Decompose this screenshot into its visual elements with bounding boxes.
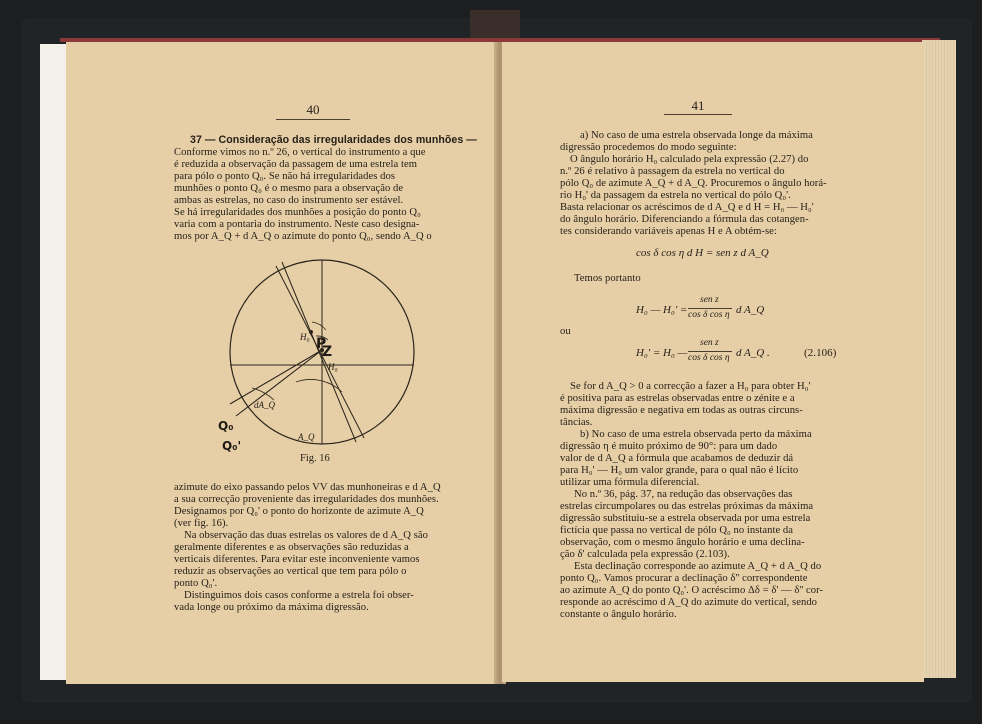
eq3-tail: d A_Q . xyxy=(736,347,770,359)
text-line: digressão substituiu-se a estrela observada por uma estrela xyxy=(560,513,811,524)
label-p: P xyxy=(316,336,327,352)
text-line: n.º 26 é relativo à passagem da estrela no vertical do xyxy=(560,166,785,177)
text-line: Distinguimos dois casos conforme a estrela foi obser- xyxy=(184,590,414,601)
text-line: Conforme vimos no n.º 26, o vertical do instrumento a que xyxy=(174,147,426,158)
line-q0-prime xyxy=(236,350,322,416)
text-line: No n.º 36, pág. 37, na redução das observações das xyxy=(574,489,793,500)
text-line: reduzir as observações ao vertical que tem para pólo o xyxy=(174,566,407,577)
figure-caption: Fig. 16 xyxy=(300,453,330,464)
eq2-numerator: sen z xyxy=(700,295,719,305)
label-h0-prime: H₀' xyxy=(300,332,312,342)
fraction-bar xyxy=(688,351,732,352)
text-line: mos por A_Q + d A_Q o azimute do ponto Q₀, sendo A_Q o xyxy=(174,231,432,242)
text-line: fictícia que passa no vertical de pólo Q₀ no instante da xyxy=(560,525,794,536)
text-line: máxima digressão e negativa em todas as outras circuns- xyxy=(560,405,803,416)
text-line: do ângulo horário. Diferenciando a fórmula das cotangen- xyxy=(560,214,809,225)
text-line: ambas as estrelas, no caso do instrumento ser estável. xyxy=(174,195,404,206)
figure-16 xyxy=(216,252,426,452)
text-line: azimute do eixo passando pelos VV das munhoneiras e d A_Q xyxy=(174,482,441,493)
text-line: vada longe ou próximo da máxima digressão. xyxy=(174,602,369,613)
text-line: responde ao acréscimo d A_Q do azimute do vertical, sendo xyxy=(560,597,818,608)
right-page xyxy=(502,42,924,682)
label-aq: A_Q xyxy=(298,432,315,442)
equation-number: (2.106) xyxy=(804,347,837,359)
line-q0 xyxy=(230,350,322,404)
eq2-lhs: H₀ — H₀' = xyxy=(636,304,688,316)
page-number: 40 xyxy=(306,102,320,117)
equation-1: cos δ cos η d H = sen z d A_Q xyxy=(636,247,769,259)
text-line: Temos portanto xyxy=(574,273,641,284)
text-line: O ângulo horário H₀ calculado pela expressão (2.27) do xyxy=(570,154,809,165)
text-line: Se for d A_Q > 0 a correcção a fazer a H₀ para obter H₀' xyxy=(570,381,811,392)
eq3-numerator: sen z xyxy=(700,338,719,348)
text-line: valor de d A_Q a fórmula que acabamos de deduzir dá xyxy=(560,453,794,464)
text-line: (ver fig. 16). xyxy=(174,518,229,529)
text-line: para H₀' — H₀ um valor grande, para o qual não é lícito xyxy=(560,465,799,476)
text-line: observação, com o mesmo ângulo horário e uma declina- xyxy=(560,537,805,548)
label-h0: H₀ xyxy=(328,362,338,372)
text-line: Esta declinação corresponde ao azimute A_Q + d A_Q do xyxy=(574,561,822,572)
text-line: pólo Q₀ de azimute A_Q + d A_Q. Procuremos o ângulo horá- xyxy=(560,178,827,189)
text-line: Designamos por Q₀' o ponto do horizonte de azimute A_Q xyxy=(174,506,424,517)
page-number: 41 xyxy=(691,98,705,113)
text-line: estrelas circumpolares ou das estrelas próximas da máxima xyxy=(560,501,814,512)
text-line: ponto Q₀'. xyxy=(174,578,218,589)
page-number-rule xyxy=(664,114,732,115)
section-heading: 37 — Consideração das irregularidades dos munhões — xyxy=(190,134,477,146)
text-line: Se há irregularidades dos munhões a posição do ponto Q₀ xyxy=(174,207,421,218)
text-line: utilizar uma fórmula diferencial. xyxy=(560,477,700,488)
eq2-tail: d A_Q xyxy=(736,304,765,316)
text-line: tes considerando variáveis apenas H e A obtém-se: xyxy=(560,226,777,237)
text-line: é reduzida a observação da passagem de uma estrela tem xyxy=(174,159,418,170)
text-line: para pólo o ponto Q₀. Se não há irregularidades dos xyxy=(174,171,396,182)
label-q0: Q₀ xyxy=(218,419,234,433)
text-line: geralmente diferentes e as observações são reduzidas a xyxy=(174,542,409,553)
text-line: digressão procedemos do modo seguinte: xyxy=(560,142,737,153)
label-q0-prime: Q₀' xyxy=(222,439,242,452)
text-line: rio H₀' da passagem da estrela no vertical do pólo Q₀'. xyxy=(560,190,791,201)
label-da: dA_Q xyxy=(254,400,275,410)
eq3-denominator: cos δ cos η xyxy=(688,353,730,363)
page-stack xyxy=(922,40,956,678)
text-line: é positiva para as estrelas observadas entre o zénite e a xyxy=(560,393,795,404)
text-line: b) No caso de uma estrela observada perto da máxima xyxy=(580,429,812,440)
text-line: a sua correcção proveniente das irregularidades dos munhões. xyxy=(174,494,439,505)
text-line: ponto Q₀. Vamos procurar a declinação δ'' correspondente xyxy=(560,573,808,584)
text-line: ção δ' calculada pela expressão (2.103). xyxy=(560,549,730,560)
text-line: digressão η é muito próximo de 90°: para um dado xyxy=(560,441,778,452)
text-line: tâncias. xyxy=(560,417,593,428)
book-spine xyxy=(470,10,520,38)
left-page xyxy=(66,42,498,684)
eq3-lhs: H₀' = H₀ — xyxy=(636,347,688,359)
text-line: a) No caso de uma estrela observada longe da máxima xyxy=(580,130,813,141)
text-line: verticais diferentes. Para evitar este inconveniente vamos xyxy=(174,554,420,565)
text-line: ao azimute A_Q do ponto Q₀'. O acréscimo Δδ = δ' — δ'' cor- xyxy=(560,585,824,596)
text-line: constante o ângulo horário. xyxy=(560,609,677,620)
eq2-denominator: cos δ cos η xyxy=(688,310,730,320)
page-number-rule xyxy=(276,119,350,120)
label-z: Z xyxy=(322,344,333,360)
fraction-bar xyxy=(688,308,732,309)
text-line: Basta relacionar os acréscimos de d A_Q e d H = H₀ — H₀' xyxy=(560,202,814,213)
text-line: varia com a pontaria do instrumento. Neste caso designa- xyxy=(174,219,420,230)
text-line: Na observação das duas estrelas os valores de d A_Q são xyxy=(184,530,428,541)
text-line: ou xyxy=(560,326,571,337)
arc-h0prime xyxy=(312,322,326,330)
text-line: munhões o ponto Q₀ é o mesmo para a observação de xyxy=(174,183,404,194)
